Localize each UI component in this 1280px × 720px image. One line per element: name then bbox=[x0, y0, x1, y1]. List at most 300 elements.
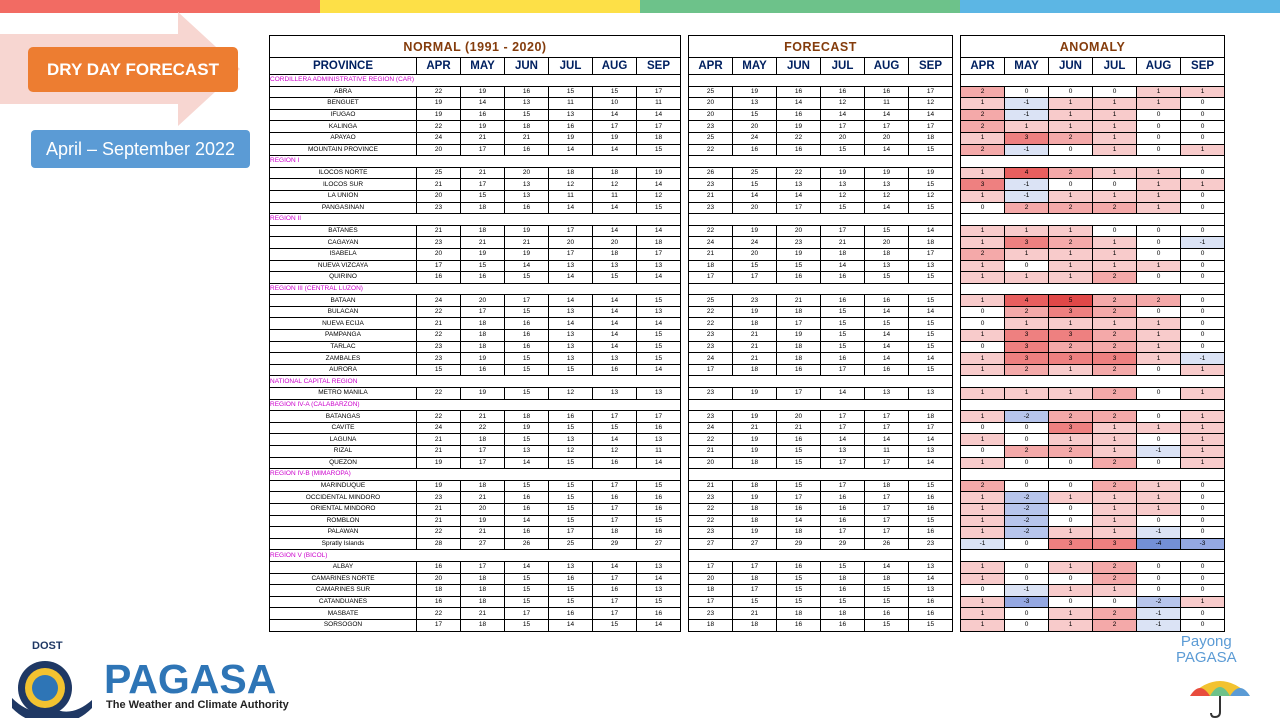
anomaly-value: 2 bbox=[1093, 295, 1137, 307]
table-row bbox=[689, 272, 953, 284]
table-row bbox=[270, 561, 681, 573]
region-label: REGION II bbox=[270, 214, 681, 226]
normal-value: 16 bbox=[505, 318, 549, 330]
normal-value: 12 bbox=[549, 446, 593, 458]
normal-value: 15 bbox=[637, 144, 681, 156]
anomaly-value: 1 bbox=[1093, 318, 1137, 330]
table-row bbox=[270, 318, 681, 330]
table-row bbox=[270, 272, 681, 284]
normal-value: 19 bbox=[461, 515, 505, 527]
normal-value: 17 bbox=[461, 561, 505, 573]
normal-value: 15 bbox=[505, 272, 549, 284]
forecast-value: 19 bbox=[733, 225, 777, 237]
anomaly-value: 0 bbox=[1181, 121, 1225, 133]
anomaly-value: 1 bbox=[1137, 330, 1181, 342]
normal-value: 14 bbox=[593, 202, 637, 214]
anomaly-value: 2 bbox=[1049, 237, 1093, 249]
anomaly-value: 1 bbox=[1049, 260, 1093, 272]
anomaly-value: 1 bbox=[961, 515, 1005, 527]
table-row bbox=[961, 237, 1225, 249]
normal-value: 16 bbox=[505, 492, 549, 504]
anomaly-value: 1 bbox=[1005, 318, 1049, 330]
normal-value: 14 bbox=[549, 295, 593, 307]
forecast-value: 21 bbox=[733, 608, 777, 620]
normal-value: 15 bbox=[461, 190, 505, 202]
forecast-value: 14 bbox=[865, 109, 909, 121]
table-row bbox=[961, 388, 1225, 400]
forecast-value: 22 bbox=[689, 306, 733, 318]
anomaly-value: 0 bbox=[1137, 411, 1181, 423]
normal-value: 19 bbox=[637, 167, 681, 179]
normal-value: 13 bbox=[637, 585, 681, 597]
payong-line1: Payong bbox=[1180, 633, 1232, 650]
anomaly-value: 0 bbox=[1181, 503, 1225, 515]
normal-value: 16 bbox=[417, 596, 461, 608]
table-row bbox=[961, 202, 1225, 214]
forecast-value: 17 bbox=[733, 272, 777, 284]
table-row bbox=[961, 596, 1225, 608]
forecast-value: 18 bbox=[733, 457, 777, 469]
normal-value: 14 bbox=[637, 619, 681, 631]
forecast-value: 23 bbox=[689, 121, 733, 133]
normal-value: 14 bbox=[593, 295, 637, 307]
normal-value: 15 bbox=[593, 272, 637, 284]
forecast-value: 23 bbox=[689, 202, 733, 214]
forecast-value: 14 bbox=[865, 341, 909, 353]
anomaly-value: 1 bbox=[1093, 132, 1137, 144]
forecast-value: 16 bbox=[821, 515, 865, 527]
anomaly-value: 1 bbox=[1093, 585, 1137, 597]
normal-value: 14 bbox=[637, 318, 681, 330]
region-spacer bbox=[961, 75, 1225, 87]
normal-value: 18 bbox=[461, 619, 505, 631]
table-row bbox=[961, 86, 1225, 98]
normal-value: 13 bbox=[549, 353, 593, 365]
forecast-value: 15 bbox=[777, 446, 821, 458]
table-row bbox=[270, 109, 681, 121]
normal-value: 24 bbox=[417, 295, 461, 307]
normal-value: 13 bbox=[637, 388, 681, 400]
anomaly-value: 0 bbox=[1005, 457, 1049, 469]
normal-value: 16 bbox=[461, 109, 505, 121]
normal-value: 18 bbox=[593, 248, 637, 260]
normal-value: 14 bbox=[593, 341, 637, 353]
forecast-value: 18 bbox=[733, 515, 777, 527]
forecast-value: 17 bbox=[909, 248, 953, 260]
forecast-value: 14 bbox=[777, 98, 821, 110]
normal-value: 20 bbox=[461, 503, 505, 515]
anomaly-value: 1 bbox=[1049, 248, 1093, 260]
province-name: PALAWAN bbox=[270, 527, 417, 539]
anomaly-value: 0 bbox=[961, 446, 1005, 458]
region-row bbox=[689, 214, 953, 226]
province-name: Spratly Islands bbox=[270, 538, 417, 550]
forecast-value: 18 bbox=[865, 480, 909, 492]
table-row bbox=[961, 132, 1225, 144]
anomaly-value: 3 bbox=[1049, 353, 1093, 365]
forecast-value: 13 bbox=[909, 388, 953, 400]
anomaly-value: 1 bbox=[1093, 190, 1137, 202]
forecast-value: 15 bbox=[909, 202, 953, 214]
anomaly-value: 0 bbox=[1181, 341, 1225, 353]
anomaly-value: 2 bbox=[1093, 364, 1137, 376]
forecast-value: 16 bbox=[821, 353, 865, 365]
month-header-jul: JUL bbox=[821, 58, 865, 75]
province-name: BENGUET bbox=[270, 98, 417, 110]
forecast-value: 15 bbox=[865, 272, 909, 284]
normal-value: 17 bbox=[593, 608, 637, 620]
forecast-value: 17 bbox=[689, 364, 733, 376]
normal-value: 17 bbox=[637, 121, 681, 133]
normal-value: 21 bbox=[417, 515, 461, 527]
normal-value: 17 bbox=[593, 411, 637, 423]
forecast-value: 15 bbox=[909, 272, 953, 284]
anomaly-value: 1 bbox=[961, 272, 1005, 284]
region-label: REGION I bbox=[270, 156, 681, 168]
section-title: FORECAST bbox=[689, 36, 953, 58]
anomaly-value: 1 bbox=[1093, 492, 1137, 504]
anomaly-value: 1 bbox=[1049, 619, 1093, 631]
anomaly-value: 1 bbox=[961, 295, 1005, 307]
forecast-value: 15 bbox=[733, 179, 777, 191]
normal-value: 14 bbox=[637, 573, 681, 585]
anomaly-value: -3 bbox=[1181, 538, 1225, 550]
anomaly-value: 3 bbox=[1093, 353, 1137, 365]
anomaly-value: 1 bbox=[1181, 86, 1225, 98]
forecast-value: 18 bbox=[777, 527, 821, 539]
anomaly-value: -1 bbox=[1137, 619, 1181, 631]
normal-value: 16 bbox=[637, 527, 681, 539]
forecast-value: 23 bbox=[909, 538, 953, 550]
forecast-value: 20 bbox=[689, 573, 733, 585]
forecast-value: 15 bbox=[733, 260, 777, 272]
month-header-aug: AUG bbox=[593, 58, 637, 75]
anomaly-value: -1 bbox=[1005, 98, 1049, 110]
anomaly-value: 0 bbox=[1137, 272, 1181, 284]
forecast-value: 27 bbox=[733, 538, 777, 550]
anomaly-value: 0 bbox=[1137, 364, 1181, 376]
table-row bbox=[689, 434, 953, 446]
normal-value: 15 bbox=[549, 480, 593, 492]
forecast-value: 20 bbox=[733, 121, 777, 133]
anomaly-value: 1 bbox=[1137, 422, 1181, 434]
forecast-value: 17 bbox=[777, 202, 821, 214]
anomaly-value: 0 bbox=[1049, 503, 1093, 515]
forecast-value: 15 bbox=[909, 364, 953, 376]
forecast-value: 19 bbox=[733, 86, 777, 98]
forecast-value: 14 bbox=[865, 202, 909, 214]
forecast-value: 15 bbox=[777, 585, 821, 597]
table-row bbox=[270, 98, 681, 110]
normal-value: 15 bbox=[593, 422, 637, 434]
anomaly-value: 3 bbox=[1005, 132, 1049, 144]
table-row bbox=[689, 109, 953, 121]
anomaly-value: 0 bbox=[1181, 306, 1225, 318]
anomaly-value: 1 bbox=[961, 237, 1005, 249]
table-row bbox=[270, 480, 681, 492]
normal-value: 22 bbox=[417, 608, 461, 620]
forecast-value: 14 bbox=[909, 306, 953, 318]
table-row bbox=[270, 422, 681, 434]
forecast-value: 16 bbox=[909, 596, 953, 608]
anomaly-value: 0 bbox=[1181, 272, 1225, 284]
table-row bbox=[689, 585, 953, 597]
province-name: APAYAO bbox=[270, 132, 417, 144]
forecast-value: 18 bbox=[777, 341, 821, 353]
anomaly-value: 1 bbox=[1137, 503, 1181, 515]
normal-value: 18 bbox=[505, 411, 549, 423]
anomaly-value: 1 bbox=[1093, 248, 1137, 260]
normal-value: 18 bbox=[461, 341, 505, 353]
forecast-value: 13 bbox=[909, 561, 953, 573]
table-row bbox=[689, 538, 953, 550]
region-row bbox=[270, 283, 681, 295]
table-row bbox=[270, 225, 681, 237]
normal-value: 10 bbox=[593, 98, 637, 110]
normal-value: 16 bbox=[505, 86, 549, 98]
table-row bbox=[961, 457, 1225, 469]
anomaly-value: 2 bbox=[1093, 480, 1137, 492]
normal-value: 15 bbox=[505, 434, 549, 446]
anomaly-value: -2 bbox=[1005, 411, 1049, 423]
normal-value: 14 bbox=[549, 202, 593, 214]
anomaly-value: 4 bbox=[1005, 167, 1049, 179]
table-row bbox=[961, 144, 1225, 156]
normal-value: 16 bbox=[461, 272, 505, 284]
forecast-value: 17 bbox=[909, 422, 953, 434]
forecast-value: 22 bbox=[689, 503, 733, 515]
forecast-value: 15 bbox=[909, 480, 953, 492]
anomaly-value: 1 bbox=[1093, 144, 1137, 156]
normal-value: 13 bbox=[505, 98, 549, 110]
forecast-value: 15 bbox=[909, 318, 953, 330]
anomaly-value: 0 bbox=[1137, 248, 1181, 260]
forecast-value: 17 bbox=[865, 515, 909, 527]
normal-value: 14 bbox=[593, 318, 637, 330]
table-row bbox=[689, 190, 953, 202]
anomaly-value: 0 bbox=[1049, 515, 1093, 527]
normal-value: 15 bbox=[505, 306, 549, 318]
anomaly-value: -2 bbox=[1005, 503, 1049, 515]
province-name: CAGAYAN bbox=[270, 237, 417, 249]
anomaly-value: 5 bbox=[1049, 295, 1093, 307]
forecast-value: 15 bbox=[777, 457, 821, 469]
region-row bbox=[961, 550, 1225, 562]
region-spacer bbox=[689, 214, 953, 226]
anomaly-value: 0 bbox=[1137, 225, 1181, 237]
anomaly-value: 0 bbox=[961, 341, 1005, 353]
table-row bbox=[689, 167, 953, 179]
region-label: CORDILLERA ADMINISTRATIVE REGION (CAR) bbox=[270, 75, 681, 87]
forecast-value: 17 bbox=[689, 272, 733, 284]
normal-value: 15 bbox=[637, 480, 681, 492]
forecast-value: 18 bbox=[733, 619, 777, 631]
anomaly-value: 1 bbox=[961, 388, 1005, 400]
region-spacer bbox=[689, 399, 953, 411]
anomaly-value: 1 bbox=[961, 503, 1005, 515]
anomaly-value: 1 bbox=[1137, 179, 1181, 191]
forecast-value: 21 bbox=[777, 422, 821, 434]
month-header-jun: JUN bbox=[505, 58, 549, 75]
normal-value: 16 bbox=[593, 492, 637, 504]
anomaly-value: 0 bbox=[1181, 561, 1225, 573]
table-row bbox=[961, 515, 1225, 527]
forecast-value: 18 bbox=[733, 364, 777, 376]
province-name: MASBATE bbox=[270, 608, 417, 620]
normal-value: 13 bbox=[593, 353, 637, 365]
normal-value: 14 bbox=[549, 318, 593, 330]
normal-value: 11 bbox=[549, 98, 593, 110]
forecast-value: 15 bbox=[821, 341, 865, 353]
forecast-value: 18 bbox=[733, 318, 777, 330]
normal-value: 19 bbox=[461, 353, 505, 365]
normal-value: 24 bbox=[417, 132, 461, 144]
forecast-value: 23 bbox=[689, 608, 733, 620]
normal-value: 15 bbox=[593, 86, 637, 98]
anomaly-value: 1 bbox=[1049, 585, 1093, 597]
normal-value: 12 bbox=[593, 179, 637, 191]
normal-value: 17 bbox=[461, 446, 505, 458]
normal-value: 14 bbox=[593, 561, 637, 573]
anomaly-value: 0 bbox=[1005, 619, 1049, 631]
forecast-value: 14 bbox=[865, 306, 909, 318]
forecast-value: 15 bbox=[909, 619, 953, 631]
normal-value: 13 bbox=[637, 434, 681, 446]
normal-value: 15 bbox=[637, 341, 681, 353]
forecast-value: 18 bbox=[865, 248, 909, 260]
province-name: TARLAC bbox=[270, 341, 417, 353]
forecast-value: 13 bbox=[865, 179, 909, 191]
region-spacer bbox=[961, 550, 1225, 562]
normal-value: 14 bbox=[593, 306, 637, 318]
normal-value: 21 bbox=[461, 411, 505, 423]
region-spacer bbox=[961, 399, 1225, 411]
normal-value: 16 bbox=[549, 411, 593, 423]
anomaly-value: 1 bbox=[1137, 353, 1181, 365]
table-row bbox=[689, 295, 953, 307]
table-row bbox=[689, 364, 953, 376]
forecast-value: 16 bbox=[777, 503, 821, 515]
forecast-value: 18 bbox=[909, 411, 953, 423]
normal-value: 17 bbox=[461, 179, 505, 191]
anomaly-value: 2 bbox=[1049, 132, 1093, 144]
anomaly-value: 0 bbox=[961, 585, 1005, 597]
anomaly-value: 1 bbox=[1181, 422, 1225, 434]
normal-value: 16 bbox=[505, 503, 549, 515]
region-spacer bbox=[689, 469, 953, 481]
anomaly-value: 2 bbox=[961, 86, 1005, 98]
forecast-value: 15 bbox=[909, 144, 953, 156]
normal-value: 20 bbox=[417, 248, 461, 260]
table-row bbox=[961, 446, 1225, 458]
forecast-value: 16 bbox=[821, 295, 865, 307]
anomaly-value: 1 bbox=[1181, 144, 1225, 156]
anomaly-value: 3 bbox=[1005, 341, 1049, 353]
anomaly-value: 1 bbox=[1137, 98, 1181, 110]
forecast-value: 18 bbox=[777, 353, 821, 365]
table-row bbox=[689, 225, 953, 237]
forecast-value: 12 bbox=[821, 98, 865, 110]
anomaly-value: 0 bbox=[1049, 457, 1093, 469]
forecast-value: 20 bbox=[689, 98, 733, 110]
normal-value: 16 bbox=[637, 503, 681, 515]
normal-value: 21 bbox=[461, 492, 505, 504]
stripe-segment bbox=[1120, 0, 1280, 13]
forecast-value: 14 bbox=[821, 109, 865, 121]
anomaly-value: -1 bbox=[1005, 179, 1049, 191]
anomaly-value: 1 bbox=[1093, 121, 1137, 133]
region-row bbox=[961, 156, 1225, 168]
anomaly-value: 0 bbox=[1049, 144, 1093, 156]
normal-value: 16 bbox=[593, 364, 637, 376]
normal-value: 11 bbox=[549, 190, 593, 202]
month-header-sep: SEP bbox=[909, 58, 953, 75]
table-row bbox=[270, 341, 681, 353]
table-row bbox=[689, 353, 953, 365]
forecast-value: 20 bbox=[865, 237, 909, 249]
normal-value: 13 bbox=[549, 561, 593, 573]
forecast-value: 23 bbox=[689, 179, 733, 191]
forecast-value: 16 bbox=[777, 364, 821, 376]
forecast-value: 14 bbox=[821, 260, 865, 272]
table-row bbox=[961, 190, 1225, 202]
normal-value: 17 bbox=[505, 295, 549, 307]
table-row bbox=[689, 446, 953, 458]
anomaly-value: 0 bbox=[1137, 515, 1181, 527]
normal-value: 19 bbox=[549, 132, 593, 144]
normal-value: 14 bbox=[637, 272, 681, 284]
anomaly-value: 0 bbox=[1005, 608, 1049, 620]
forecast-value: 13 bbox=[821, 179, 865, 191]
normal-value: 21 bbox=[417, 503, 461, 515]
forecast-value: 19 bbox=[733, 527, 777, 539]
table-row bbox=[270, 179, 681, 191]
normal-value: 15 bbox=[549, 457, 593, 469]
normal-value: 15 bbox=[549, 364, 593, 376]
table-row bbox=[270, 121, 681, 133]
normal-value: 18 bbox=[461, 202, 505, 214]
anomaly-value: 1 bbox=[1049, 98, 1093, 110]
normal-value: 15 bbox=[505, 109, 549, 121]
province-column-header: PROVINCE bbox=[270, 58, 417, 75]
anomaly-value: 0 bbox=[1181, 190, 1225, 202]
normal-value: 23 bbox=[417, 237, 461, 249]
forecast-value: 15 bbox=[909, 341, 953, 353]
anomaly-value: 3 bbox=[1005, 237, 1049, 249]
anomaly-value: 0 bbox=[961, 318, 1005, 330]
normal-value: 19 bbox=[505, 248, 549, 260]
table-row bbox=[961, 248, 1225, 260]
forecast-value: 18 bbox=[733, 573, 777, 585]
anomaly-value: 0 bbox=[1137, 144, 1181, 156]
normal-value: 21 bbox=[461, 527, 505, 539]
region-row bbox=[961, 283, 1225, 295]
region-spacer bbox=[689, 283, 953, 295]
normal-value: 15 bbox=[637, 596, 681, 608]
table-row bbox=[270, 388, 681, 400]
anomaly-value: 1 bbox=[1049, 561, 1093, 573]
normal-value: 18 bbox=[417, 585, 461, 597]
forecast-value: 15 bbox=[733, 596, 777, 608]
forecast-value: 18 bbox=[821, 248, 865, 260]
normal-value: 20 bbox=[417, 144, 461, 156]
region-row bbox=[961, 469, 1225, 481]
forecast-value: 17 bbox=[689, 596, 733, 608]
normal-value: 12 bbox=[637, 190, 681, 202]
normal-value: 15 bbox=[505, 596, 549, 608]
province-name: ZAMBALES bbox=[270, 353, 417, 365]
stripe-segment bbox=[640, 0, 800, 13]
